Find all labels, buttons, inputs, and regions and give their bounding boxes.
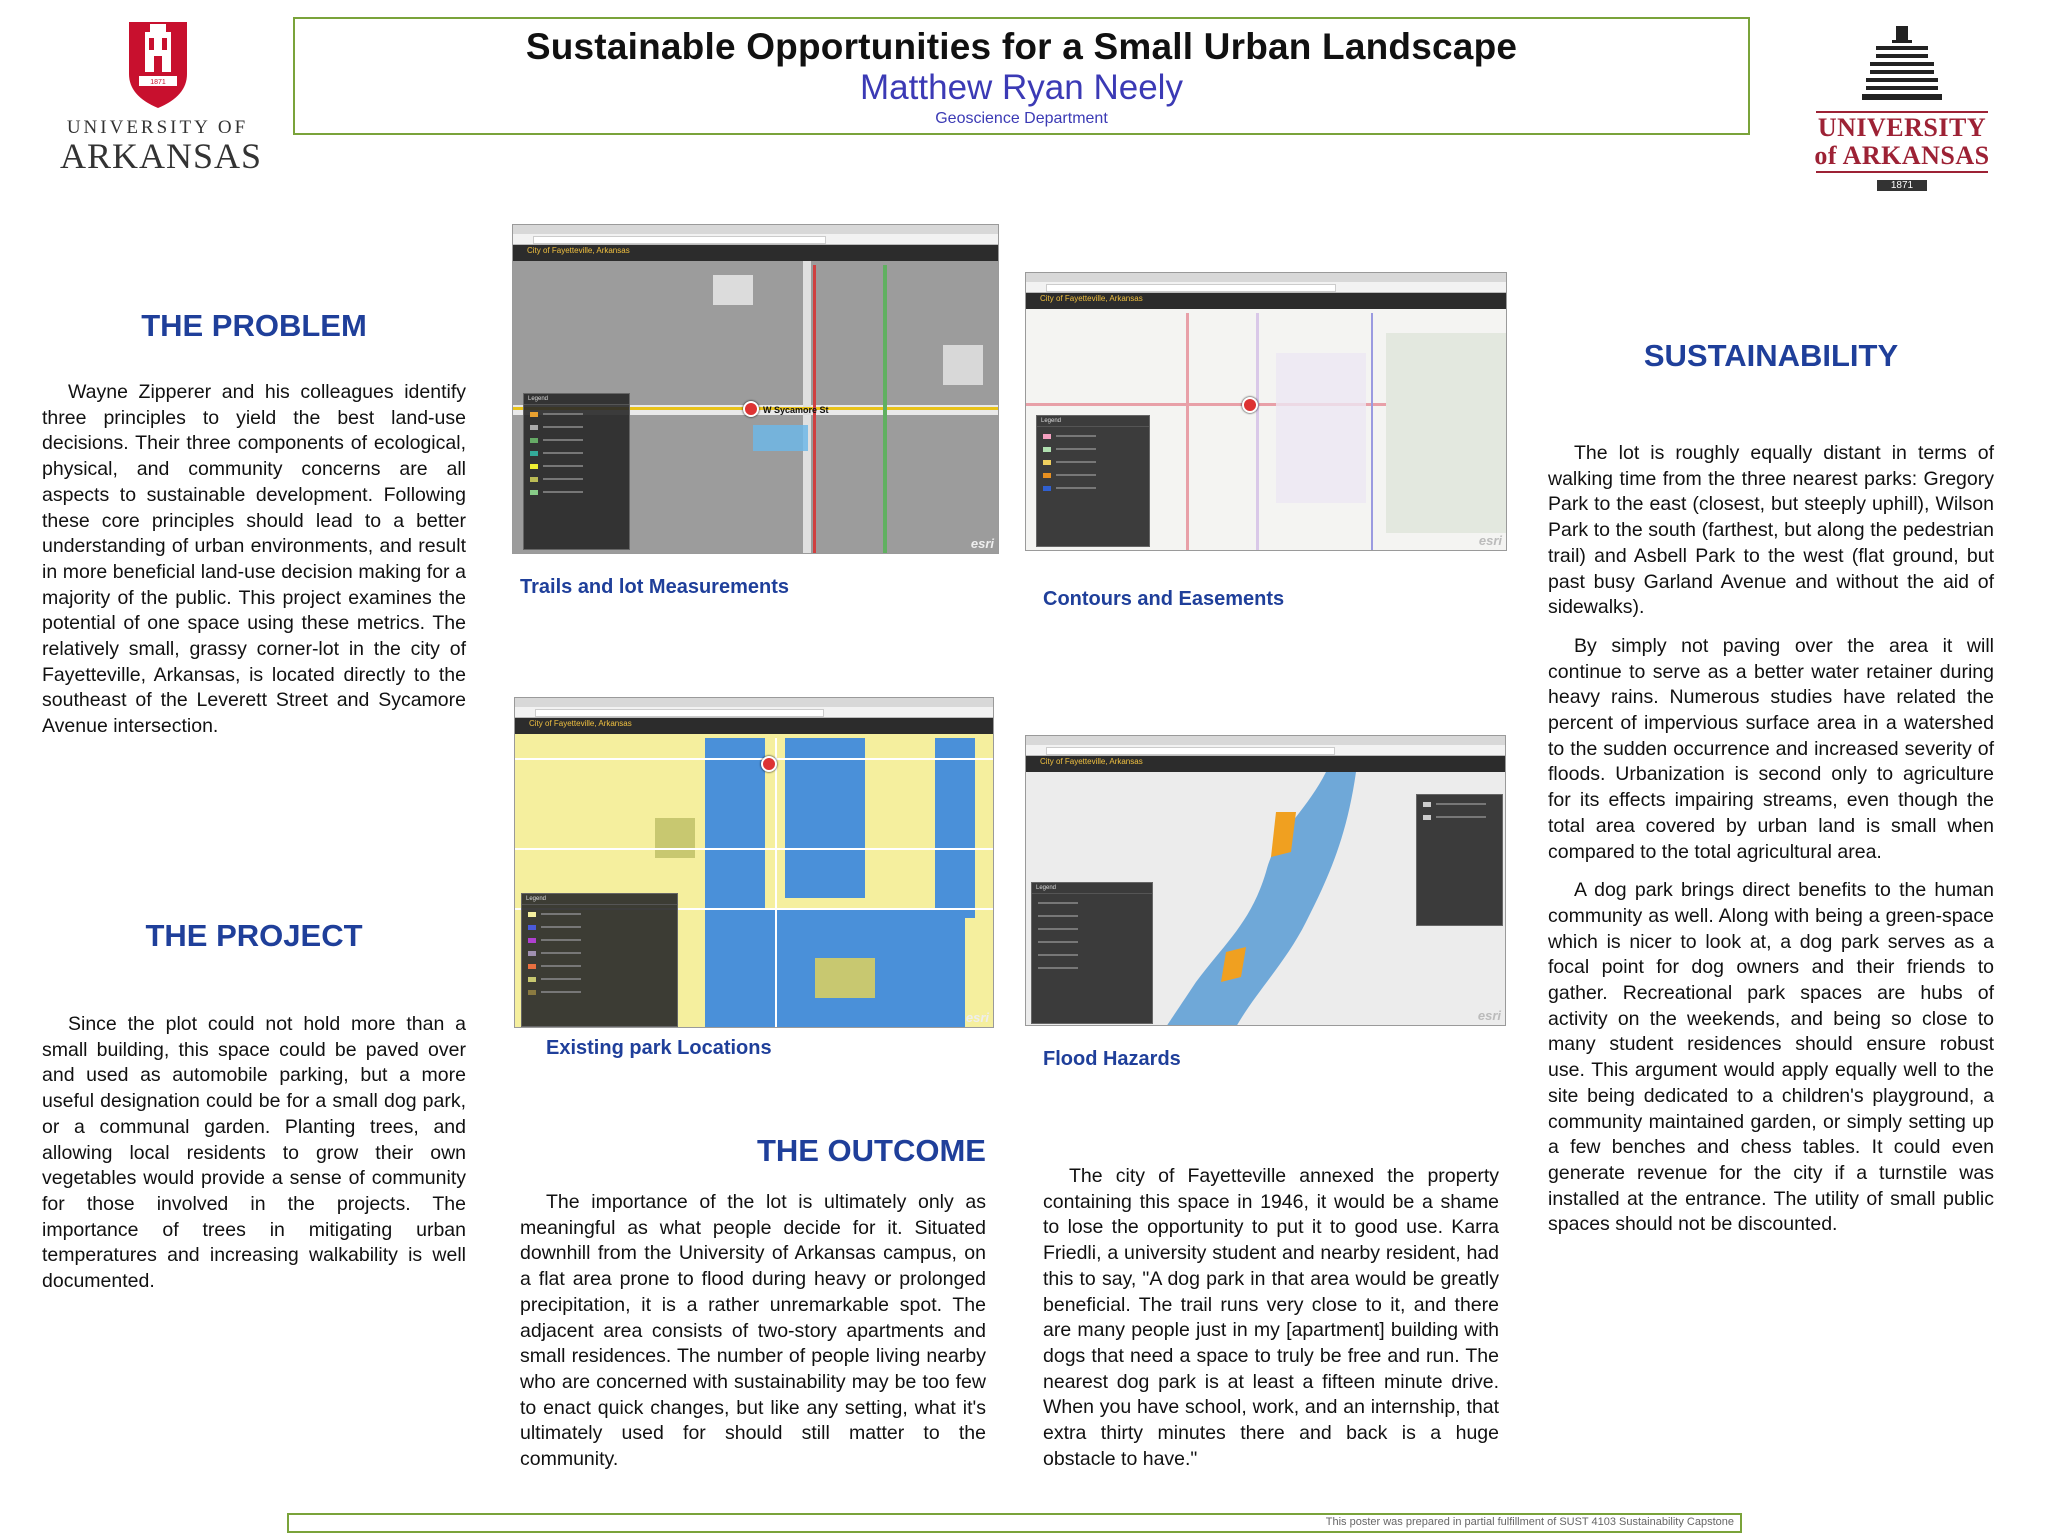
sustainability-paragraph-3: A dog park brings direct benefits to the human community as well. Along with being a green-space which is nicer to look at, a dog park serves as a focal point for dog owners and their friends to gather. Recreational park spaces are hubs of activity on the weekends, and being so close to many student residences should ensure robust use. This argument would apply equally well to the site being dedicated to a children's playground, a community maintained garden, or simply setting up a few benches and chess tables. It could even generate revenue for the city if a turnstile was installed at the entrance. The utility of small public spaces should not be discounted. — [1548, 879, 1994, 1236]
logo-right-line1: UNIVERSITY — [1817, 113, 1987, 142]
university-logo-left — [60, 18, 263, 178]
logo-right-year: 1871 — [1877, 180, 1927, 191]
title-banner — [293, 17, 1750, 135]
logo-right-line2: of ARKANSAS — [1814, 141, 1990, 170]
old-main-building-icon — [1862, 24, 1942, 104]
svg-text:1871: 1871 — [149, 79, 166, 86]
street-label: W Sycamore St — [763, 405, 829, 415]
outcome-text-right — [1043, 1164, 1499, 1485]
problem-text — [42, 380, 466, 753]
outcome-paragraph-2: The city of Fayetteville annexed the property containing this space in 1946, it would be a shame to lose the opportunity to put it to good use. Karra Friedli, a university student and nearby resident, had this to say, "A dog park in that area would be greatly beneficial. The trail runs very close to it, and there are many people just in my [apartment] building with dogs that need a space to truly be free and run. The nearest dog park is at least a fifteen minute drive. When you have school, work, and an internship, that extra thirty minutes there and back is a huge obstacle to have." — [1043, 1165, 1499, 1470]
sustainability-paragraph-1: The lot is roughly equally distant in terms of walking time from the three nearest parks: Gregory Park to the east (closest, but steeply uphill), Wilson Park to the south (farthest, but along the pedestrian trail) and Asbell Park to the west (flat ground, but past busy Garland Avenue and without the aid of sidewalks). — [1548, 442, 1994, 619]
sustainability-text — [1548, 441, 1994, 1251]
problem-paragraph: Wayne Zipperer and his colleagues identify three principles to yield the best land-use decisions. Their three components of ecological, physical, and community concerns are all aspects to sustainable development. Following these core principles should lead to a better understanding of urban environments, and result in more beneficial land-use decision making for a majority of the public. This project examines the potential of one space using these metrics. The relatively small, grassy corner-lot in the city of Fayetteville, Arkansas, is located directly to the southeast of the Leverett Street and Sycamore Avenue intersection. — [42, 381, 466, 738]
logo-left-line1: UNIVERSITY OF — [66, 117, 249, 138]
sustainability-paragraph-2: By simply not paving over the area it will continue to serve as a better water retainer during heavy rains. Numerous studies have related the percent of impervious surface area in a watershed to the sudden occurrence and increased severity of floods. Urbanization is second only to agriculture for its effects impairing streams, even though the total area covered by urban land is small when compared to the total agricultural area. — [1548, 634, 1994, 863]
outcome-heading: THE OUTCOME — [756, 1133, 986, 1168]
flood-layer-list — [1416, 794, 1503, 926]
flood-caption: Flood Hazards — [1043, 1048, 1181, 1070]
sustainability-heading: SUSTAINABILITY — [1643, 338, 1899, 373]
trails-map-screenshot: City of Fayetteville, Arkansas W Sycamore St Legend esri — [512, 224, 999, 554]
parks-legend: Legend — [521, 893, 678, 1027]
logo-left-line2: ARKANSAS — [60, 136, 263, 176]
contours-map-screenshot: City of Fayetteville, Arkansas Legend esri — [1025, 272, 1507, 551]
problem-heading: THE PROBLEM — [141, 308, 367, 343]
university-logo-right — [1812, 24, 1992, 194]
trails-legend: Legend — [523, 393, 630, 550]
project-paragraph: Since the plot could not hold more than a small building, this space could be paved over and used as automobile parking, but a more useful designation could be for a small dog park, or a communal garden. Planting trees, and allowing local residents to grow their own vegetables would provide a sense of community for those involved in the projects. The importance of trees in mitigating urban temperatures and increasing walkability is well documented. — [42, 1013, 466, 1293]
footer-banner — [287, 1513, 1742, 1533]
footer-text: This poster was prepared in partial fulfillment of SUST 4103 Sustainability Capstone — [1325, 1516, 1734, 1528]
outcome-text-left — [520, 1190, 986, 1486]
outcome-paragraph-1: The importance of the lot is ultimately only as meaningful as what people decide for it. Situated downhill from the University of Arkansas campus, on a flat area prone to flood during heavy or prolonged precipitation, it is a rather unremarkable spot. The adjacent area consists of two-story apartments and small residences. The number of people living nearby who are concerned with sustainability may be too few to enact quick changes, but like any setting, what it's ultimately used for should still matter to the community. — [520, 1191, 986, 1471]
trails-caption: Trails and lot Measurements — [520, 576, 789, 598]
parks-map-screenshot: City of Fayetteville, Arkansas Legend esri — [514, 697, 994, 1028]
author-name: Matthew Ryan Neely — [860, 68, 1183, 107]
flood-map-screenshot: City of Fayetteville, Arkansas Legend esri — [1025, 735, 1506, 1026]
project-text — [42, 1012, 466, 1308]
project-heading: THE PROJECT — [145, 918, 363, 953]
contours-legend: Legend — [1036, 415, 1150, 547]
old-main-seal-icon — [123, 18, 193, 110]
department: Geoscience Department — [935, 110, 1108, 127]
parks-caption: Existing park Locations — [546, 1037, 772, 1059]
flood-legend: Legend — [1031, 882, 1153, 1024]
contours-caption: Contours and Easements — [1043, 588, 1285, 610]
poster-title: Sustainable Opportunities for a Small Urban Landscape — [525, 26, 1518, 67]
